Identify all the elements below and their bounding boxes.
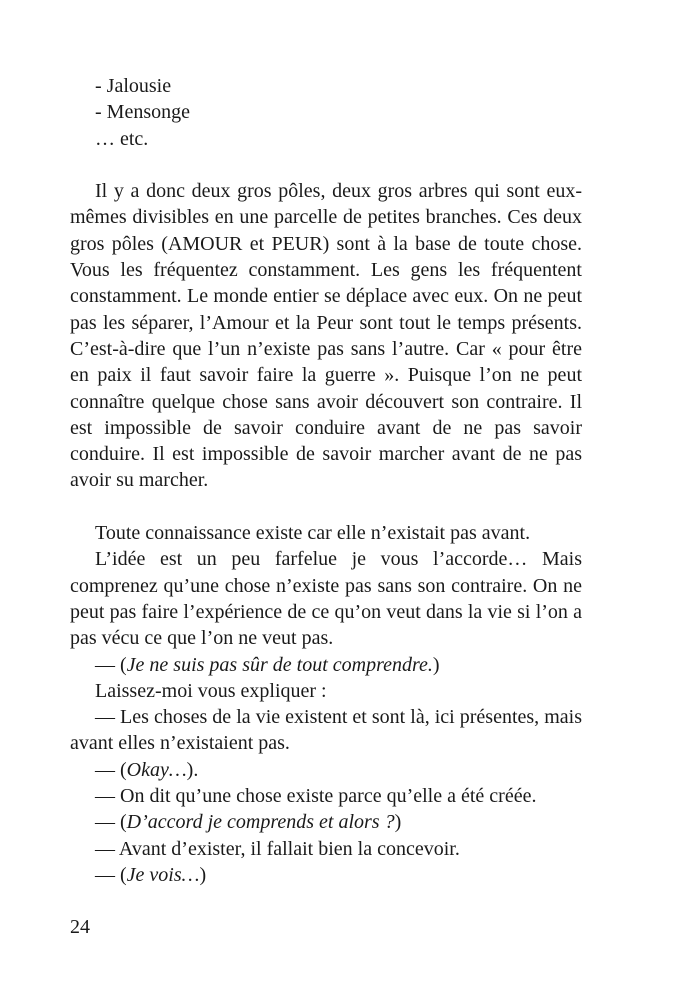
paragraph-connaissance: Toute connaissance existe car elle n’existait pas avant. — [95, 522, 531, 545]
dialogue-line-7 — [70, 862, 582, 888]
dialogue-italic-text: Je vois… — [126, 863, 200, 886]
dialogue-italic-text: Je ne suis pas sûr de tout comprendre. — [126, 653, 433, 676]
dialogue-dash: — ( — [95, 863, 127, 886]
dialogue-dash: — ( — [95, 811, 127, 834]
dialogue-dash: — ( — [95, 758, 127, 781]
dialogue-line-6: — Avant d’exister, il fallait bien la concevoir. — [95, 837, 460, 860]
dialogue-line-1 — [70, 652, 582, 678]
list-item-jalousie: - Jalousie — [95, 75, 172, 97]
page-number: 24 — [70, 916, 90, 938]
paragraph-two-poles: Il y a donc deux gros pôles, deux gros arbres qui sont eux-mêmes divisibles en une parcelle de petites branches. Ces deux gros pôles (AMOUR et PEUR) sont à la base de toute chose. Vous les fréquentez constamment. Les gens les fréquentent constamment. Le monde entier se déplace avec eux. On ne peut pas les séparer, l’Amour et la Peur sont tout le temps présents. C’est-à-dire que l’un n’existe pas sans l’autre. Car « pour être en paix il faut savoir faire la guerre ». Puisque l’on ne peut connaître quelque chose sans avoir découvert son contraire. Il est impossible de savoir conduire avant de ne pas savoir conduire. Il est impossible de savoir marcher avant de ne pas avoir su marcher. — [70, 180, 582, 492]
dialogue-close: ) — [199, 863, 207, 886]
paragraph-idee-farfelue: L’idée est un peu farfelue je vous l’accorde… Mais comprenez qu’une chose n’existe pas sans son contraire. On ne peut pas faire l’expérience de ce qu’on veut dans la vie si l’on a pas vécu ce que l’on ne veut pas. — [70, 548, 582, 650]
dialogue-close: ). — [186, 758, 199, 781]
text-block — [70, 73, 582, 888]
dialogue-line-3 — [70, 757, 582, 783]
dialogue-line-2: — Les choses de la vie existent et sont là, ici présentes, mais avant elles n’existaient pas. — [70, 706, 582, 755]
paragraph-laissez-moi: Laissez-moi vous expliquer : — [95, 679, 327, 702]
dialogue-dash: — ( — [95, 653, 127, 676]
dialogue-italic-text: D’accord je comprends et alors ? — [126, 811, 395, 834]
dialogue-close: ) — [394, 811, 402, 834]
list-item-etc: … etc. — [95, 127, 149, 150]
dialogue-line-5 — [70, 809, 582, 835]
paragraph-gap — [70, 152, 582, 178]
dialogue-italic-text: Okay… — [126, 758, 187, 781]
dialogue-close: ) — [432, 653, 440, 676]
list-item-mensonge: - Mensonge — [95, 101, 190, 124]
dialogue-line-4: — On dit qu’une chose existe parce qu’elle a été créée. — [95, 785, 537, 808]
paragraph-gap — [70, 494, 582, 520]
